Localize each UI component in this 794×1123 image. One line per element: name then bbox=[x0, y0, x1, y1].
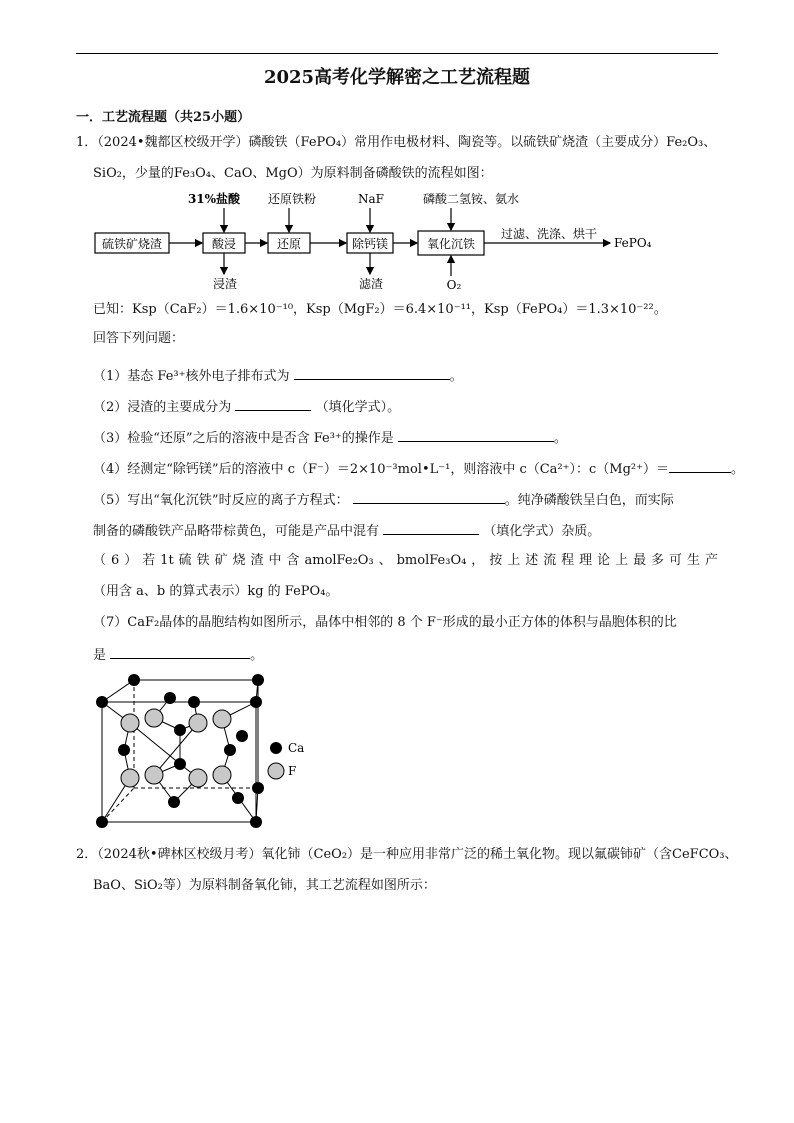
q1-sub7-line2: 是 。 bbox=[93, 648, 264, 663]
header-rule bbox=[76, 53, 718, 54]
answer-blank-5b[interactable] bbox=[383, 522, 479, 535]
flow-output-residue: 浸渣 bbox=[212, 277, 238, 291]
q1-sub6-line2: （用含 a、b 的算式表示）kg 的 FePO₄。 bbox=[93, 584, 339, 599]
flow-output-filter: 滤渣 bbox=[358, 277, 384, 291]
answer-blank-5a[interactable] bbox=[353, 491, 505, 504]
flow-product: FePO₄ bbox=[614, 236, 652, 250]
page-title: 2025高考化学解密之工艺流程题 bbox=[263, 67, 531, 88]
q1-sub2: （2）浸渣的主要成分为 （填化学式）。 bbox=[93, 400, 401, 415]
q1-sub7-line1: （7）CaF₂晶体的晶胞结构如图所示，晶体中相邻的 8 个 F⁻形成的最小正方体的体积与晶胞体积的比 bbox=[93, 615, 677, 630]
flow-box-oxidize-label: 氧化沉铁 bbox=[426, 237, 476, 251]
q1-intro-line1: 1．（2024•魏都区校级开学）磷酸铁（FePO₄）常用作电极材料、陶瓷等。以硫铁矿烧渣（主要成分）Fe₂O₃、 bbox=[76, 135, 717, 150]
q1-sub4: （4）经测定“除钙镁”后的溶液中 c（F⁻）＝2×10⁻³mol•L⁻¹，则溶液中 c（Ca²⁺）：c（Mg²⁺）＝ 。 bbox=[93, 462, 745, 477]
flow-input-hcl: 31%盐酸 bbox=[187, 192, 241, 206]
flow-final-step: 过滤、洗涤、烘干 bbox=[500, 227, 598, 241]
q1-sub5-line1: （5）写出“氧化沉铁”时反应的离子方程式： 。纯净磷酸铁呈白色，而实际 bbox=[93, 493, 674, 508]
answer-blank-1[interactable] bbox=[294, 367, 450, 380]
q1-sub6-line1: （6）若1t硫铁矿烧渣中含amolFe₂O₃、bmolFe₃O₄，按上述流程理论上最多可生产 bbox=[93, 553, 718, 568]
q1-intro-line2: SiO₂，少量的Fe₃O₄、CaO、MgO）为原料制备磷酸铁的流程如图： bbox=[93, 166, 493, 181]
q2-line1: 2．（2024秋•碑林区校级月考）氧化铈（CeO₂）是一种应用非常广泛的稀土氧化物。现以氟碳铈矿（含CeFCO₃、 bbox=[76, 847, 738, 862]
answer-blank-7[interactable] bbox=[110, 646, 250, 659]
legend-f-label: F bbox=[288, 764, 297, 778]
answer-blank-4[interactable] bbox=[669, 460, 731, 473]
q1-sub3: （3）检验“还原”之后的溶液中是否含 Fe³⁺的操作是 。 bbox=[93, 431, 567, 446]
process-flow-diagram bbox=[90, 188, 660, 296]
flow-input-naf: NaF bbox=[358, 192, 384, 206]
flow-box-acid-label: 酸浸 bbox=[211, 237, 237, 251]
q1-prompt: 回答下列问题： bbox=[93, 331, 185, 346]
q1-sub5-line2: 制备的磷酸铁产品略带棕黄色，可能是产品中混有 （填化学式）杂质。 bbox=[93, 524, 601, 539]
flow-o2-label: O₂ bbox=[446, 278, 462, 292]
flow-box-reduce-label: 还原 bbox=[276, 237, 302, 251]
q1-known: 已知：Ksp（CaF₂）＝1.6×10⁻¹⁰，Ksp（MgF₂）＝6.4×10⁻¹¹，Ksp（FePO₄）＝1.3×10⁻²²。 bbox=[93, 302, 667, 317]
flow-box-remove-label: 除钙镁 bbox=[351, 237, 389, 251]
flow-input-phosphate: 磷酸二氢铵、氨水 bbox=[422, 192, 520, 206]
flow-input-fe: 还原铁粉 bbox=[267, 192, 317, 206]
q2-line2: BaO、SiO₂等）为原料制备氧化铈，其工艺流程如图所示： bbox=[93, 878, 436, 893]
flow-box-raw-label: 硫铁矿烧渣 bbox=[101, 237, 163, 251]
q1-sub1: （1）基态 Fe³⁺核外电子排布式为 。 bbox=[93, 369, 463, 384]
section-heading: 一．工艺流程题（共25小题） bbox=[76, 110, 251, 125]
caf2-unit-cell-diagram bbox=[90, 668, 330, 838]
answer-blank-3[interactable] bbox=[398, 429, 554, 442]
legend-f-dot bbox=[268, 763, 284, 779]
legend-ca-label: Ca bbox=[288, 741, 305, 755]
answer-blank-2[interactable] bbox=[235, 398, 311, 411]
legend-ca-dot bbox=[270, 742, 282, 754]
